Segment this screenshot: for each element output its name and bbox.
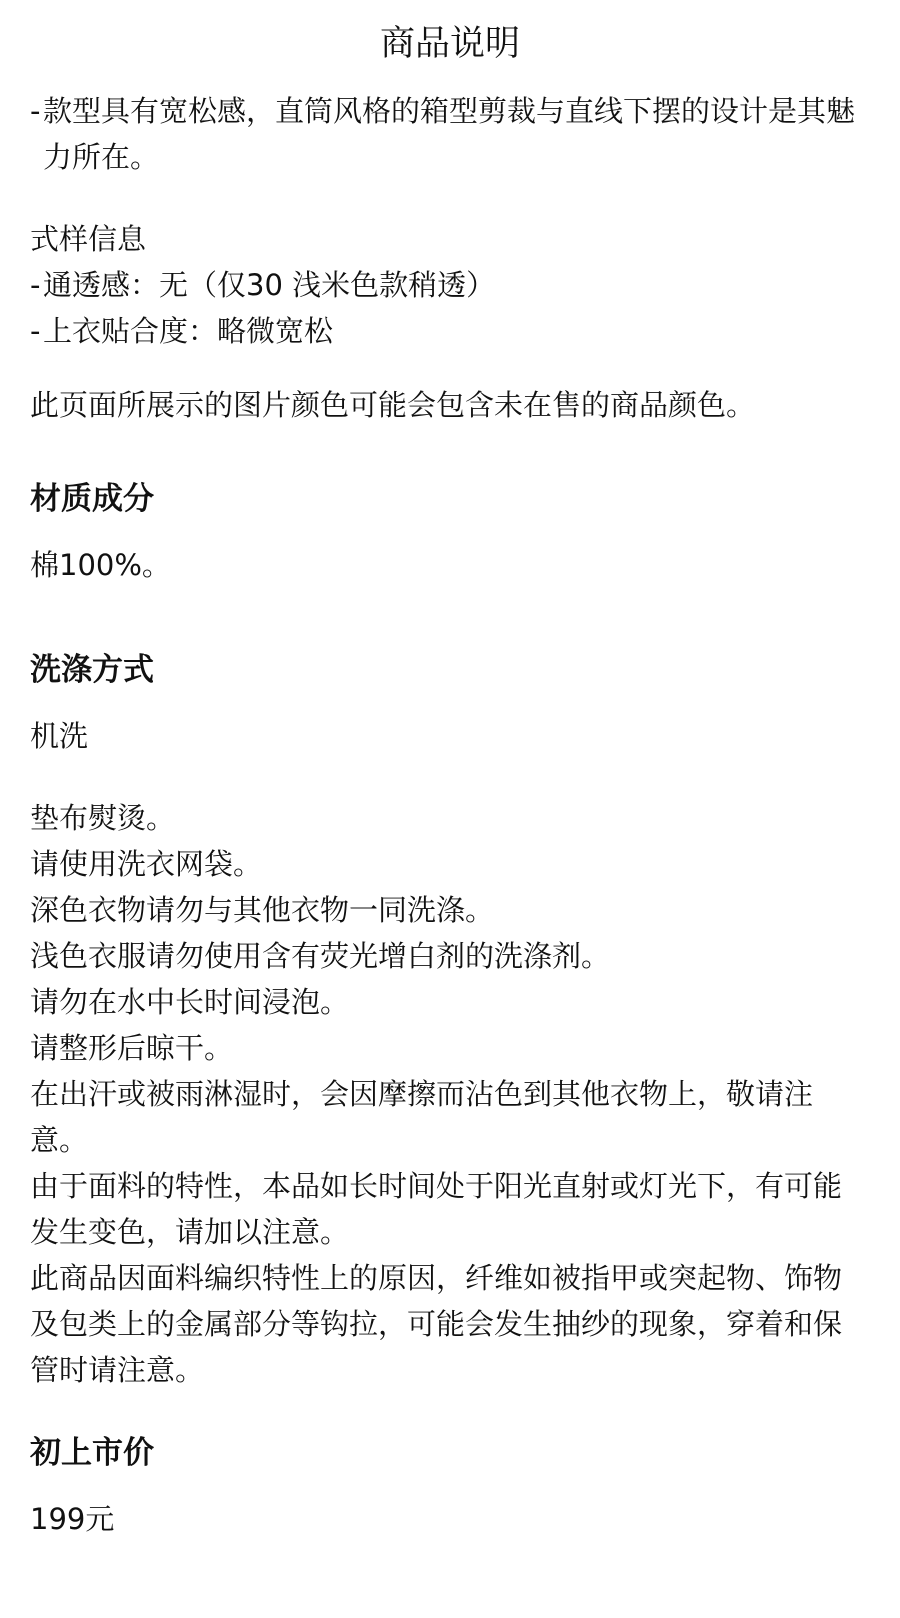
washing-method: 机洗 — [30, 719, 89, 753]
price-value: 199元 — [30, 1502, 115, 1536]
washing-note: 请使用洗衣网袋。 — [30, 847, 263, 881]
bullet-dash: - — [30, 314, 41, 348]
style-info-label: 式样信息 — [30, 222, 147, 256]
intro-bullet — [30, 88, 870, 180]
washing-note: 请整形后晾干。 — [30, 1031, 234, 1065]
description-intro — [30, 88, 870, 180]
washing-heading: 洗涤方式 — [30, 652, 154, 688]
washing-note: 深色衣物请勿与其他衣物一同洗涤。 — [30, 893, 495, 927]
washing-notes — [30, 795, 870, 1393]
color-note — [30, 382, 870, 428]
style-item — [30, 308, 870, 354]
page-title: 商品说明 — [379, 24, 520, 64]
washing-note: 请勿在水中长时间浸泡。 — [30, 985, 350, 1019]
bullet-dash: - — [30, 94, 41, 128]
bullet-dash: - — [30, 268, 41, 302]
color-note-text: 此页面所展示的图片颜色可能会包含未在售的商品颜色。 — [30, 388, 756, 422]
intro-text: 款型具有宽松感，直筒风格的箱型剪裁与直线下摆的设计是其魅力所在。 — [43, 94, 856, 174]
style-item — [30, 262, 870, 308]
washing-note: 此商品因面料编织特性上的原因，纤维如被指甲或突起物、饰物及包类上的金属部分等钩拉，可能会发生抽纱的现象，穿着和保管时请注意。 — [30, 1261, 843, 1387]
style-item-text: 通透感：无（仅30 浅米色款稍透） — [43, 268, 496, 302]
washing-note: 浅色衣服请勿使用含有荧光增白剂的洗涤剂。 — [30, 939, 611, 973]
washing-note: 由于面料的特性，本品如长时间处于阳光直射或灯光下，有可能发生变色，请加以注意。 — [30, 1169, 843, 1249]
material-heading: 材质成分 — [30, 481, 154, 517]
material-value: 棉100%。 — [30, 548, 171, 582]
price-heading: 初上市价 — [30, 1435, 154, 1471]
style-item-text: 上衣贴合度：略微宽松 — [43, 314, 334, 348]
washing-note: 在出汗或被雨淋湿时，会因摩擦而沾色到其他衣物上，敬请注意。 — [30, 1077, 814, 1157]
style-info — [30, 216, 870, 354]
washing-note: 垫布熨烫。 — [30, 801, 176, 835]
